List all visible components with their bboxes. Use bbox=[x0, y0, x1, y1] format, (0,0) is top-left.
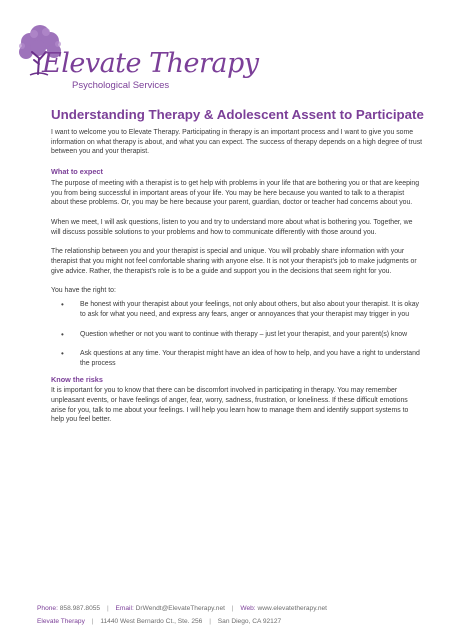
web-label: Web: bbox=[240, 605, 256, 612]
address-street: 11440 West Bernardo Ct., Ste. 256 bbox=[100, 618, 203, 625]
separator: | bbox=[231, 605, 234, 612]
expect-paragraph-2: When we meet, I will ask questions, listen to you and try to understand more about what is bothering you. Together, we will discuss possible solutions to your problems and how to communicate differently with those around you. bbox=[51, 218, 413, 236]
document-body bbox=[51, 128, 423, 435]
expect-paragraph-1: The purpose of meeting with a therapist is to get help with problems in your life that are bothering you or that are keeping you from being successful in important areas of your life. You may be here because you wanted to talk to a therapist about these problems. Or, you may be here because your parent, guardian, doctor or teacher had concerns about you. bbox=[51, 179, 420, 207]
logo bbox=[12, 22, 259, 91]
footer bbox=[37, 602, 327, 628]
section-heading-know-the-risks: Know the risks bbox=[51, 374, 103, 384]
section-heading-what-to-expect: What to expect bbox=[51, 167, 103, 177]
logo-subtitle: Psychological Services bbox=[72, 80, 170, 91]
footer-contact-line bbox=[37, 602, 327, 615]
rights-list bbox=[51, 300, 423, 369]
email-label: Email: bbox=[115, 605, 134, 612]
risks-paragraph: It is important for you to know that there can be discomfort involved in participating in therapy. You may remember unpleasant events, or have feelings of anger, fear, worry, sadness, frustration, or loneliness. If these difficult emotions arise for you, talk to me about your feelings. I will help you learn how to manage them and identify support systems to help you feel better. bbox=[51, 387, 409, 424]
intro-paragraph: I want to welcome you to Elevate Therapy. Participating in therapy is an important process and I want to give you some information on what therapy is about, and what you can expect. The success of therapy depends on a high degree of trust between you and your therapist. bbox=[51, 129, 423, 156]
bullet-icon: • bbox=[61, 349, 64, 359]
phone-number[interactable]: 858.987.8055 bbox=[59, 605, 101, 612]
separator: | bbox=[209, 618, 211, 625]
list-item bbox=[51, 349, 423, 368]
rights-intro: You have the right to: bbox=[51, 287, 116, 295]
page-title: Understanding Therapy & Adolescent Assent to Participate bbox=[51, 107, 424, 122]
separator: | bbox=[91, 618, 94, 625]
phone-label: Phone: bbox=[37, 605, 58, 612]
bullet-icon: • bbox=[61, 300, 64, 310]
right-text: Ask questions at any time. Your therapist might have an idea of how to help, and you have a right to understand the process bbox=[80, 350, 420, 367]
company-name: Elevate Therapy bbox=[37, 618, 85, 625]
bullet-icon: • bbox=[61, 329, 64, 339]
address-city: San Diego, CA 92127 bbox=[217, 618, 282, 625]
logo-name: Elevate Therapy bbox=[42, 48, 259, 79]
list-item bbox=[51, 330, 423, 340]
web-address[interactable]: www.elevatetherapy.net bbox=[257, 605, 328, 612]
right-text: Question whether or not you want to continue with therapy – just let your therapist, and your parent(s) know bbox=[80, 330, 408, 338]
footer-address-line bbox=[37, 615, 327, 628]
list-item bbox=[51, 300, 423, 319]
email-address[interactable]: DrWendt@ElevateTherapy.net bbox=[135, 605, 225, 612]
expect-paragraph-3: The relationship between you and your therapist is special and unique. You will probably share information with your therapist that you might not feel comfortable sharing with anyone else. It is not your therapist’s job to make judgments or give advice. Rather, the therapist’s role is to be a guide and support you in the decisions that seem right for you. bbox=[51, 248, 417, 275]
separator: | bbox=[106, 605, 109, 612]
right-text: Be honest with your therapist about your feelings, not only about others, but also about your therapist. It is okay to ask for what you need, and express any fears, anger or annoyances that your therapist may trigger in you bbox=[80, 301, 419, 318]
